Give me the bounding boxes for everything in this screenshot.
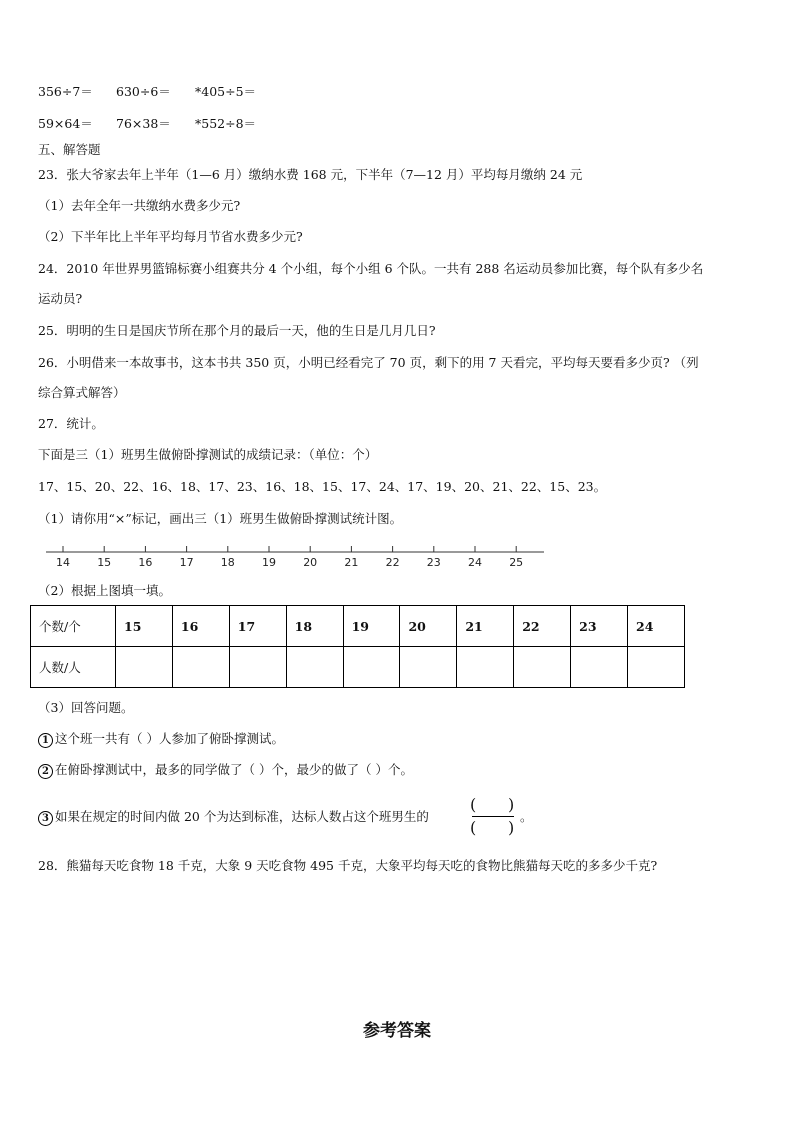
- blank-cell[interactable]: [286, 647, 343, 688]
- calc-item: 59×64＝: [38, 116, 93, 131]
- q27-title: 27．统计。: [38, 416, 104, 431]
- q27-intro: 下面是三（1）班男生做俯卧撑测试的成绩记录：（单位：个）: [38, 447, 378, 462]
- number-line-tick-label: 18: [220, 556, 235, 568]
- q27-part2: （2）根据上图填一填。: [38, 583, 171, 598]
- calc-item: *405÷5＝: [195, 84, 257, 99]
- number-line-tick-label: 20: [303, 556, 318, 568]
- row-label-count: 个数/个: [31, 606, 116, 647]
- fraction-blank[interactable]: [470, 795, 516, 839]
- number-line-tick-label: 14: [56, 556, 70, 568]
- number-line-tick-label: 24: [468, 556, 482, 568]
- blank-cell[interactable]: [343, 647, 400, 688]
- calc-item: 76×38＝: [116, 116, 171, 131]
- circled-number-2: 2: [38, 764, 53, 779]
- table-row: [31, 606, 685, 647]
- number-line-tick-label: 15: [97, 556, 112, 568]
- q27-data: 17、15、20、22、16、18、17、23、16、18、15、17、24、17、19、20、21、22、15、23。: [38, 479, 607, 494]
- q24-line2: 运动员?: [38, 291, 83, 306]
- q26-line2: 综合算式解答）: [38, 385, 126, 400]
- blank-cell[interactable]: [571, 647, 628, 688]
- count-table: [30, 605, 685, 688]
- table-header-cell: 16: [172, 606, 229, 647]
- row-label-people: 人数/人: [31, 647, 116, 688]
- blank-cell[interactable]: [628, 647, 685, 688]
- answer-3-period: 。: [520, 809, 533, 824]
- number-line-tick-label: 16: [138, 556, 153, 568]
- q23-sub1: （1）去年全年一共缴纳水费多少元?: [38, 198, 241, 213]
- number-line-tick-label: 22: [385, 556, 400, 568]
- q27-answer-3: [38, 809, 429, 826]
- section-heading: 五、解答题: [38, 142, 101, 157]
- answer-3-text: 如果在规定的时间内做 20 个为达到标准，达标人数占这个班男生的: [55, 809, 429, 824]
- q27-part1: （1）请你用“×”标记，画出三（1）班男生做俯卧撑测试统计图。: [38, 511, 403, 526]
- q28-text: 28．熊猫每天吃食物 18 千克，大象 9 天吃食物 495 千克，大象平均每天吃的食物比熊猫每天吃的多多少千克?: [38, 858, 658, 873]
- table-header-cell: 19: [343, 606, 400, 647]
- q26-line1: 26．小明借来一本故事书，这本书共 350 页，小明已经看完了 70 页，剩下的用 7 天看完，平均每天要看多少页? （列: [38, 355, 699, 370]
- calc-item: *552÷8＝: [195, 116, 257, 131]
- table-row: [31, 647, 685, 688]
- fraction-bar: [472, 816, 514, 817]
- q27-answer-1: [38, 731, 284, 748]
- answer-2-text: 在俯卧撑测试中，最多的同学做了（ ）个，最少的做了（ ）个。: [55, 762, 413, 777]
- blank-cell[interactable]: [514, 647, 571, 688]
- number-line-tick-label: 23: [426, 556, 441, 568]
- circled-number-3: 3: [38, 811, 53, 826]
- blank-cell[interactable]: [400, 647, 457, 688]
- denominator-paren-left: (: [470, 818, 477, 837]
- table-header-cell: 22: [514, 606, 571, 647]
- blank-cell[interactable]: [457, 647, 514, 688]
- table-header-cell: 20: [400, 606, 457, 647]
- blank-cell[interactable]: [229, 647, 286, 688]
- denominator-paren-right: ): [508, 818, 515, 837]
- blank-cell[interactable]: [116, 647, 173, 688]
- blank-cell[interactable]: [172, 647, 229, 688]
- number-line-tick-label: 21: [344, 556, 359, 568]
- table-header-cell: 17: [229, 606, 286, 647]
- number-line-tick-label: 25: [509, 556, 524, 568]
- circled-number-1: 1: [38, 733, 53, 748]
- table-header-cell: 21: [457, 606, 514, 647]
- number-line: [46, 546, 546, 568]
- table-header-cell: 24: [628, 606, 685, 647]
- q23-text: 23．张大爷家去年上半年（1—6 月）缴纳水费 168 元，下半年（7—12 月）平均每月缴纳 24 元: [38, 167, 583, 182]
- numerator-paren-left: (: [470, 795, 477, 814]
- answer-section-title: 参考答案: [363, 1021, 431, 1041]
- table-header-cell: 15: [116, 606, 173, 647]
- q23-sub2: （2）下半年比上半年平均每月节省水费多少元?: [38, 229, 303, 244]
- table-header-cell: 23: [571, 606, 628, 647]
- number-line-tick-label: 17: [179, 556, 194, 568]
- calc-item: 630÷6＝: [116, 84, 171, 99]
- q27-answer-2: [38, 762, 413, 779]
- answer-1-text: 这个班一共有（ ）人参加了俯卧撑测试。: [55, 731, 284, 746]
- table-header-cell: 18: [286, 606, 343, 647]
- numerator-paren-right: ): [508, 795, 515, 814]
- q25-text: 25．明明的生日是国庆节所在那个月的最后一天，他的生日是几月几日?: [38, 323, 436, 338]
- q24-line1: 24．2010 年世界男篮锦标赛小组赛共分 4 个小组，每个小组 6 个队。一共有 288 名运动员参加比赛，每个队有多少名: [38, 261, 704, 276]
- number-line-tick-label: 19: [262, 556, 276, 568]
- calc-item: 356÷7＝: [38, 84, 93, 99]
- q27-part3: （3）回答问题。: [38, 700, 134, 715]
